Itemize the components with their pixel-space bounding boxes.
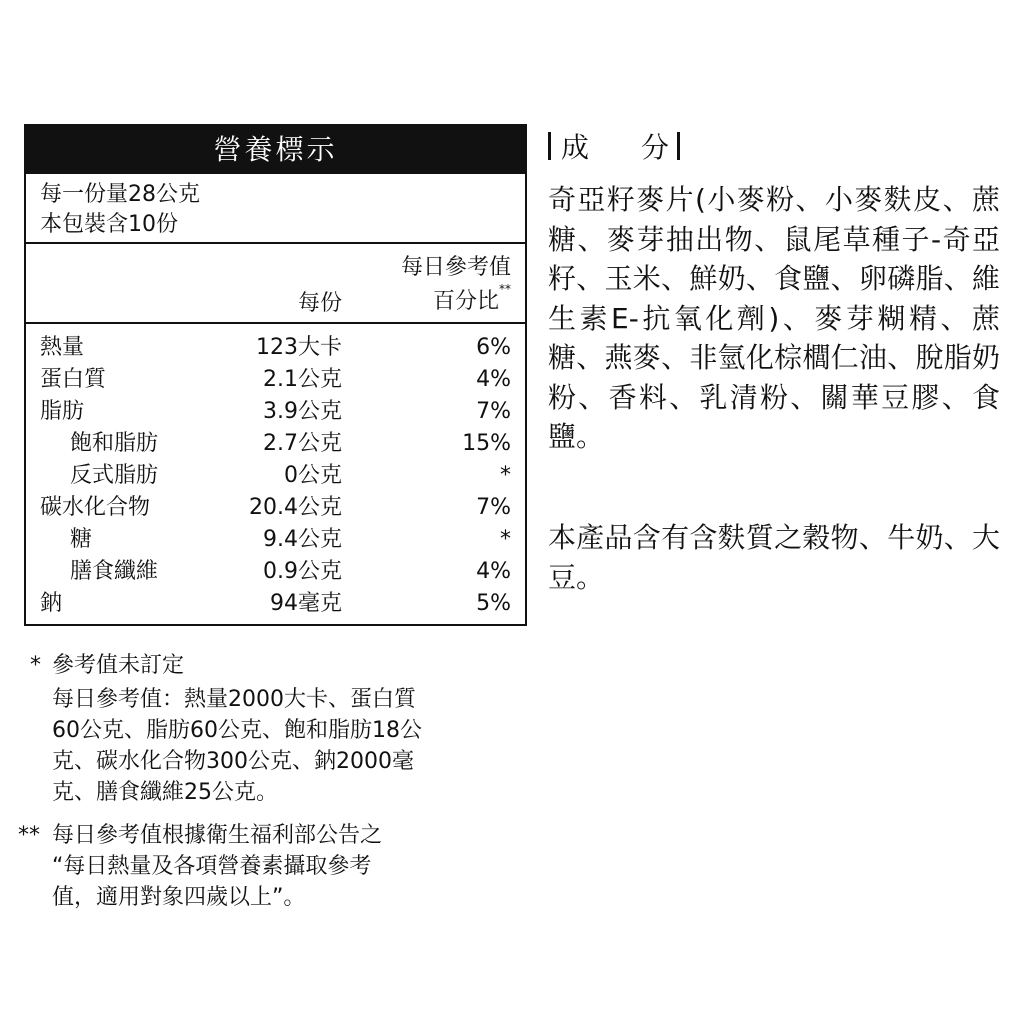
per-serving-header: 每份: [297, 291, 342, 316]
nutrition-column-header: [26, 244, 525, 324]
ingredients-heading: [548, 128, 680, 168]
footnote-line: 每日參考值：熱量2000大卡、蛋白質: [52, 687, 416, 712]
heading-bar-left: [548, 132, 551, 160]
nutrient-name: 碳水化合物: [40, 495, 151, 520]
nutrient-value: 2.7公克: [263, 431, 342, 456]
footnote-undefined: [30, 650, 530, 820]
heading-bar-right: [677, 132, 680, 160]
nutrient-name: 鈉: [40, 591, 63, 616]
heading-word: 成: [561, 131, 590, 164]
footnote-title: 參考值未訂定: [52, 653, 185, 678]
footnote-mark: **: [18, 823, 40, 848]
nutrient-percent: 15%: [462, 431, 511, 456]
nutrient-name: 熱量: [40, 335, 85, 360]
nutrient-value: 2.1公克: [263, 367, 342, 392]
nutrient-percent: 7%: [476, 399, 511, 424]
serving-info: [26, 174, 525, 244]
servings-per-pack: 本包裝含10份: [40, 212, 178, 237]
nutrient-row: [26, 460, 525, 492]
footnote-mark: *: [30, 653, 41, 678]
nutrient-value: 0.9公克: [263, 559, 342, 584]
footnote-line: 值，適用對象四歲以上”。: [52, 885, 306, 910]
nutrient-row: [26, 428, 525, 460]
daily-value-header-mark: **: [499, 282, 511, 296]
nutrient-value: 94毫克: [270, 591, 342, 616]
nutrient-percent: 4%: [476, 559, 511, 584]
nutrition-panel: [24, 124, 527, 626]
footnote-line: 克、碳水化合物300公克、鈉2000毫: [52, 749, 414, 774]
serving-size: 每一份量28公克: [40, 182, 200, 207]
nutrient-percent: *: [500, 527, 511, 552]
footnote-line: 克、膳食纖維25公克。: [52, 780, 278, 805]
nutrient-name: 反式脂肪: [70, 463, 159, 488]
heading-word: 分: [641, 131, 670, 164]
footnote-reference: [18, 820, 530, 920]
footnote-reference-text: [52, 820, 530, 913]
nutrient-name: 膳食纖維: [70, 559, 159, 584]
nutrient-value: 0公克: [284, 463, 342, 488]
nutrient-name: 飽和脂肪: [70, 431, 159, 456]
nutrient-value: 123大卡: [256, 335, 342, 360]
nutrient-name: 蛋白質: [40, 367, 107, 392]
nutrient-row: [26, 332, 525, 364]
nutrient-percent: 7%: [476, 495, 511, 520]
footnote-line: 60公克、脂肪60公克、飽和脂肪18公: [52, 718, 422, 743]
nutrition-rows: [26, 324, 525, 620]
nutrient-value: 9.4公克: [263, 527, 342, 552]
nutrient-value: 3.9公克: [263, 399, 342, 424]
nutrient-percent: 6%: [476, 335, 511, 360]
nutrient-row: [26, 524, 525, 556]
nutrient-row: [26, 492, 525, 524]
footnote-daily-values: [52, 684, 532, 808]
ingredients-list: 奇亞籽麥片(小麥粉、小麥麩皮、蔗糖、麥芽抽出物、鼠尾草種子-奇亞籽、玉米、鮮奶、食鹽、卵磷脂、維生素E-抗氧化劑)、麥芽糊精、蔗糖、燕麥、非氫化棕櫚仁油、脫脂奶粉、香料、乳清粉、關華豆膠、食鹽。: [548, 183, 1000, 453]
footnote-line: “每日熱量及各項營養素攝取參考: [52, 854, 372, 879]
allergen-statement: 本產品含有含麩質之穀物、牛奶、大豆。: [548, 521, 1000, 594]
nutrient-name: 糖: [70, 527, 93, 552]
nutrient-row: [26, 396, 525, 428]
nutrition-title: 營養標示: [26, 126, 525, 174]
nutrient-percent: *: [500, 463, 511, 488]
footnote-line: 每日參考值根據衛生福利部公告之: [52, 823, 383, 848]
nutrient-row: [26, 588, 525, 620]
nutrient-value: 20.4公克: [249, 495, 342, 520]
nutrient-name: 脂肪: [40, 399, 85, 424]
daily-value-header-text: 百分比: [432, 289, 499, 314]
daily-value-header-line2: [433, 284, 511, 315]
nutrient-row: [26, 556, 525, 588]
nutrient-percent: 4%: [476, 367, 511, 392]
nutrient-percent: 5%: [476, 591, 511, 616]
nutrient-row: [26, 364, 525, 396]
daily-value-header-line1: 每日參考值: [400, 255, 511, 280]
